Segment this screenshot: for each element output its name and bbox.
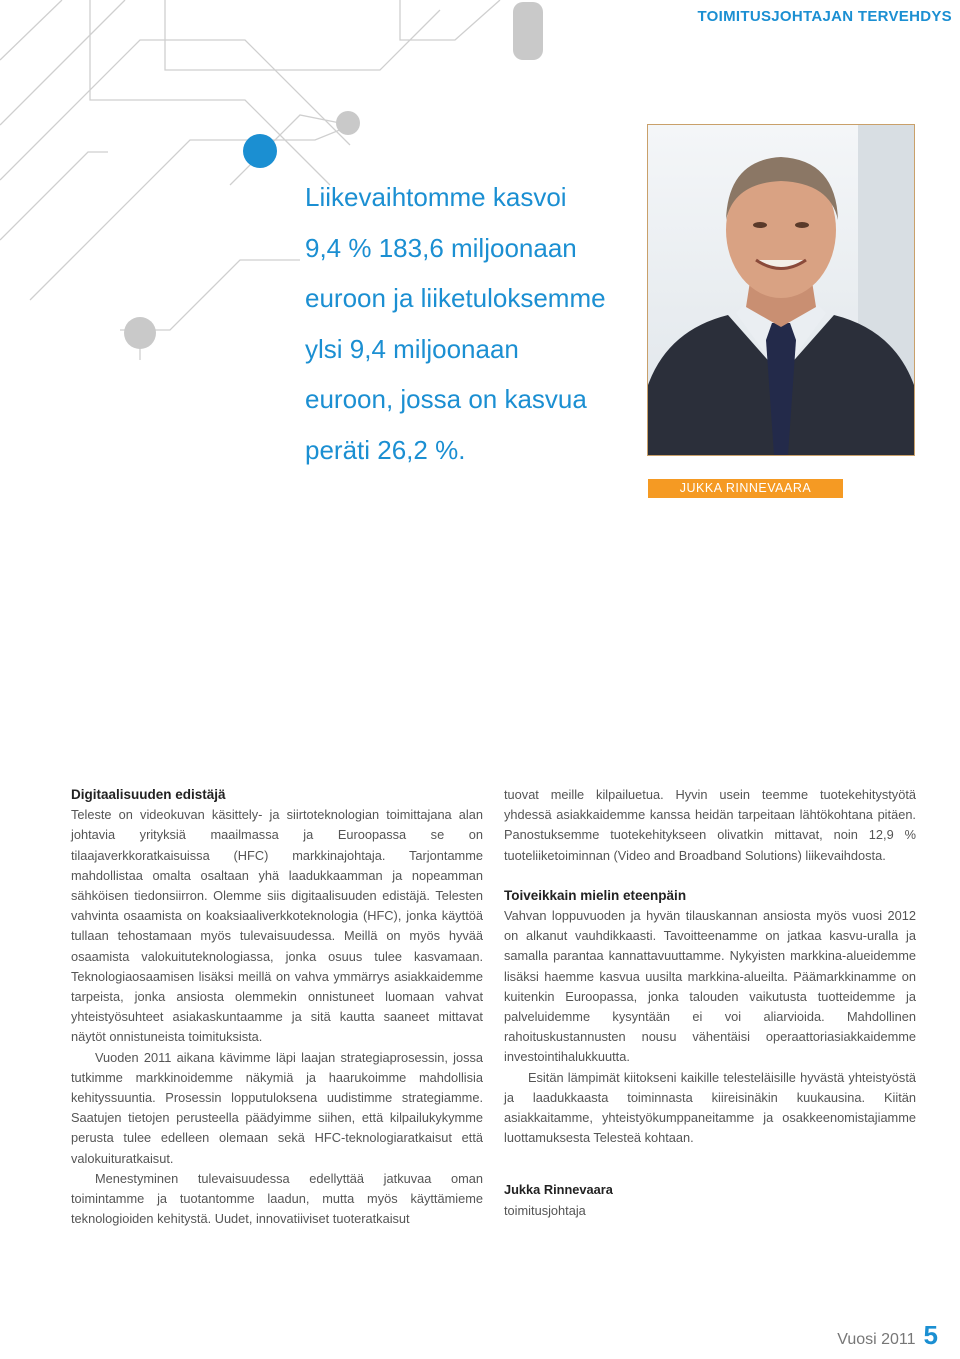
signature-name: Jukka Rinnevaara: [504, 1182, 613, 1198]
section-heading: Toiveikkain mielin eteenpäin: [504, 887, 687, 903]
quote-line: peräti 26,2 %.: [305, 434, 466, 465]
body-paragraph: Vuoden 2011 aikana kävimme läpi laajan strategiaprosessin, jossa tutkimme markkinoidemme näkymiä ja haarukoimme mahdollisia kehityssuuntia. Prosessin lopputuloksena uudistimme strategiamme. Saatujen tietojen perusteella päädyimme siihen, että kilpailukykymme perusta tulee edelleen olemaan sekä HFC-teknologiaratkaisut että valokuituratkaisut.: [71, 1049, 483, 1166]
section-heading: Digitaalisuuden edistäjä: [71, 787, 226, 802]
right-text-column: [504, 785, 916, 1221]
page-footer: [837, 1320, 938, 1351]
footer-label: Vuosi 2011: [837, 1331, 916, 1348]
body-paragraph: Esitän lämpimät kiitokseni kaikille telesteläisille hyvästä yhteistyöstä ja laadukkaasta toiminnasta kiireisinäkin kuukausina. Kiitän asiakkaitamme, yhteistyökumppaneitamme ja osakkeenomistajiamme luottamuksesta Telesteä kohtaan.: [504, 1069, 916, 1146]
left-text-column: [71, 785, 483, 1229]
highlight-quote: [305, 172, 635, 475]
photo-caption: JUKKA RINNEVAARA: [648, 479, 843, 498]
quote-line: euroon ja liiketuloksemme: [305, 283, 606, 313]
quote-line: Liikevaihtomme kasvoi: [305, 182, 567, 212]
quote-line: ylsi 9,4 miljoonaan: [305, 333, 519, 364]
decor-dot-accent: [243, 134, 277, 168]
decor-dot: [336, 111, 360, 135]
section-header: TOIMITUSJOHTAJAN TERVEHDYS: [697, 8, 952, 25]
quote-line: euroon, jossa on kasvua: [305, 384, 587, 414]
ceo-portrait-photo: [647, 124, 915, 456]
quote-line: 9,4 % 183,6 miljoonaan: [305, 232, 577, 263]
signature-block: [504, 1180, 916, 1220]
body-paragraph: Teleste on videokuvan käsittely- ja siirtoteknologian toimittajana alan johtavia yrityksiä maailmassa ja Euroopassa se on tilaajaverkkoratkaisuissa (HFC) markkinajohtaja. Tarjontamme mahdollistaa omalta osaltaan yhä laadukkaamman ja nopeamman sähköisen tiedonsiirron. Olemme siis digitaalisuuden edistäjä. Telesten vahvinta osaamista on koaksiaaliverkkoteknologia (HFC), jonka käyttöä tullaan tehostamaan myös tulevaisuudessa. Meillä on myös hyvää osaamista valokuituteknologiassa, jonka osuus tulee kasvamaan. Teknologiaosaamisen lisäksi meillä on vahva ymmärrys asiakkaidemme tarpeista, jonka ansiosta olemmekin onnistuneet luomaan vahvat yhteistyösuhteet asiakaskuntaamme ja sitä kautta saaneet mittavat näytöt onnistuneista toimituksista.: [71, 807, 483, 1045]
body-paragraph: Vahvan loppuvuoden ja hyvän tilauskannan ansiosta myös vuosi 2012 on alkanut vauhdikkaasti. Tavoitteenamme on jatkaa kasvu-uralla ja samalla parantaa kannattavuuttamme. Nykyisten markkina-alueidemme lisäksi haemme kasvua uusilta markkina-alueilta. Päämarkkinamme on kuitenkin Euroopassa, jonka talouden vaikutusta tuotteidemme ja palveluidemme kysyntään ei voi aliarvioida. Mahdollinen rahoituskustannusten nousu vähentäisi operaattoriasiakkaidemme investointihalukkuutta.: [504, 908, 916, 1065]
page-number: 5: [923, 1320, 938, 1350]
decor-square: [513, 2, 543, 60]
decor-dot: [124, 317, 156, 349]
signature-title: toimitusjohtaja: [504, 1202, 586, 1218]
body-paragraph: Menestyminen tulevaisuudessa edellyttää jatkuvaa oman toimintamme ja tuotantomme laadun, mutta myös käyttämieme teknologioiden kehitystä. Uudet, innovatiiviset tuoteratkaisut: [71, 1170, 483, 1227]
body-paragraph: tuovat meille kilpailuetua. Hyvin usein teemme tuotekehitystyötä yhdessä asiakkaidemme kanssa heidän tarpeitaan lähtökohtana pitäen. Panostuksemme tuotekehitykseen olivatkin mittavat, noin 12,9 % tuoteliiketoiminnan (Video and Broadband Solutions) liikevaihdosta.: [504, 787, 916, 863]
